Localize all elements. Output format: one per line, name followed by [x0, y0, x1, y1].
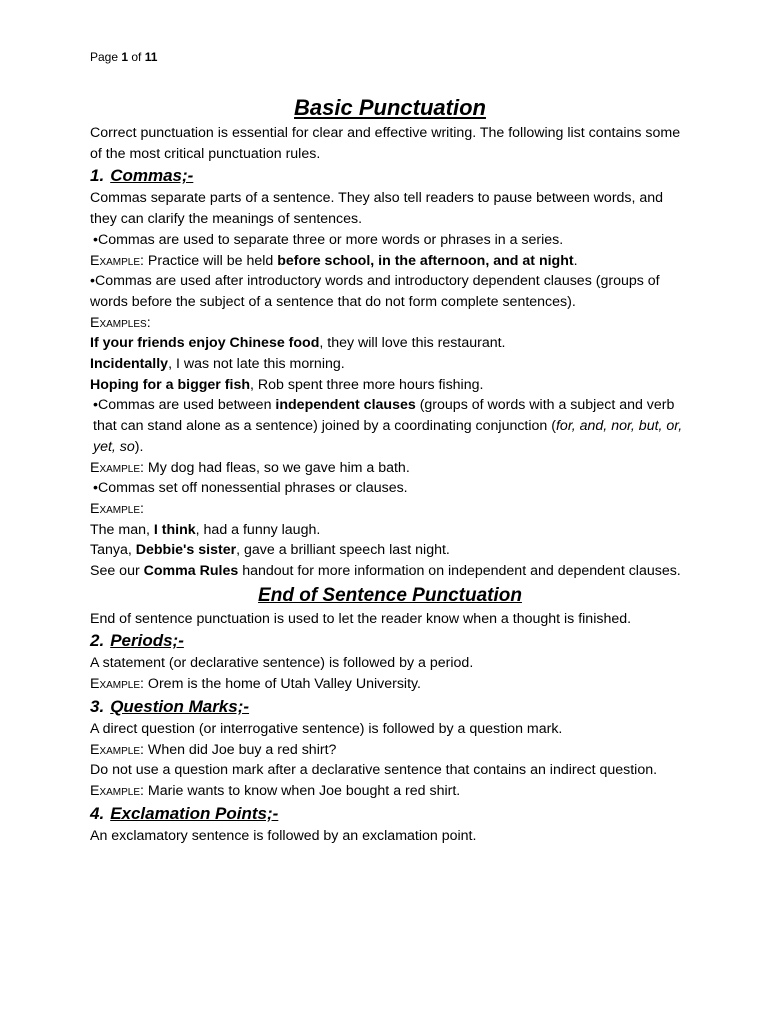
heading-periods — [90, 629, 690, 653]
page-label: Page — [90, 50, 122, 64]
heading-exclamation-points — [90, 802, 690, 826]
commas-description: Commas separate parts of a sentence. They also tell readers to pause between words, and they can clarify the meanings of sentences. — [90, 190, 664, 228]
heading-label: Exclamation Points;- — [110, 803, 279, 823]
heading-number: 4. — [90, 803, 105, 823]
commas-rule-introductory: •Commas are used after introductory words and introductory dependent clauses (groups of words before the subject of a sentence that do not form complete sentences). — [90, 273, 660, 310]
question-marks-note: Do not use a question mark after a declarative sentence that contains an indirect question. — [90, 762, 658, 779]
heading-label: Commas;- — [110, 166, 194, 186]
example-label: Example: — [90, 676, 144, 693]
commas-rule-series: •Commas are used to separate three or more words or phrases in a series. — [93, 231, 564, 248]
heading-commas — [90, 164, 690, 188]
document-title: Basic Punctuation — [294, 95, 486, 120]
example-emphasis: Debbie's sister — [135, 542, 237, 559]
section-title-end-of-sentence: End of Sentence Punctuation — [258, 584, 522, 606]
commas-example-series — [90, 251, 690, 272]
example-emphasis: If your friends enjoy Chinese food — [90, 335, 320, 352]
example-text: , gave a brilliant speech last night. — [236, 542, 450, 559]
exclamation-points-description: An exclamatory sentence is followed by an exclamation point. — [90, 827, 477, 844]
example-text: , Rob spent three more hours fishing. — [250, 376, 484, 393]
heading-question-marks — [90, 695, 690, 719]
rule-text: (groups of words with a subject and verb that can stand alone as a sentence) joined by a coordinating conjunction ( — [93, 397, 675, 435]
example-text: The man, — [90, 521, 154, 538]
heading-label: Periods;- — [110, 631, 184, 651]
commas-rule-independent-clauses — [90, 395, 690, 457]
example-label: Example: — [90, 459, 144, 476]
page-current: 1 — [121, 50, 129, 64]
commas-example-nonessential-1 — [90, 520, 690, 541]
document-body — [90, 93, 690, 846]
example-text: When did Joe buy a red shirt? — [143, 741, 337, 758]
commas-example-independent — [90, 458, 690, 479]
example-label: Example: — [90, 741, 144, 758]
end-of-sentence-intro: End of sentence punctuation is used to let the reader know when a thought is finished. — [90, 610, 632, 627]
example-text: Practice will be held — [143, 252, 278, 269]
periods-description: A statement (or declarative sentence) is followed by a period. — [90, 655, 474, 672]
page-of-label: of — [128, 50, 145, 64]
intro-paragraph: Correct punctuation is essential for clear and effective writing. The following list contains some of the most critical punctuation rules. — [90, 125, 681, 162]
example-text: Orem is the home of Utah Valley University. — [143, 676, 421, 693]
heading-number: 1. — [90, 166, 105, 186]
page-total: 11 — [144, 50, 158, 64]
question-marks-example-2 — [90, 781, 690, 802]
heading-number: 2. — [90, 631, 105, 651]
rule-text: ). — [134, 438, 144, 455]
example-emphasis: Hoping for a bigger fish — [90, 376, 250, 393]
commas-example-introductory-2 — [90, 354, 690, 375]
commas-example-introductory-1 — [90, 333, 690, 354]
example-text: Tanya, — [90, 542, 136, 559]
example-label: Example: — [90, 500, 144, 517]
examples-label: Examples: — [90, 314, 151, 331]
periods-example — [90, 674, 690, 695]
rule-text: •Commas are used between — [93, 397, 276, 414]
see-text: See our — [90, 563, 144, 580]
example-emphasis: before school, in the afternoon, and at night — [277, 252, 574, 269]
rule-conjunctions: for, and, nor, but, or, yet, so — [93, 418, 683, 455]
example-text: My dog had fleas, so we gave him a bath. — [143, 459, 410, 476]
example-text: Marie wants to know when Joe bought a red shirt. — [143, 782, 461, 799]
question-marks-example-1 — [90, 740, 690, 761]
heading-label: Question Marks;- — [110, 696, 250, 716]
page-number — [90, 50, 157, 64]
question-marks-description: A direct question (or interrogative sentence) is followed by a question mark. — [90, 720, 563, 737]
example-text: , they will love this restaurant. — [319, 335, 506, 352]
example-emphasis: Incidentally — [90, 356, 169, 373]
commas-example-introductory-3 — [90, 375, 690, 396]
example-text: , had a funny laugh. — [195, 521, 321, 538]
example-emphasis: I think — [153, 521, 196, 538]
commas-see-also — [90, 561, 690, 582]
rule-emphasis: independent clauses — [275, 397, 416, 414]
commas-example-nonessential-2 — [90, 540, 690, 561]
handout-reference: Comma Rules — [143, 563, 239, 580]
commas-rule-nonessential: •Commas set off nonessential phrases or clauses. — [93, 480, 408, 497]
see-text: handout for more information on independent and dependent clauses. — [238, 563, 681, 580]
heading-number: 3. — [90, 696, 105, 716]
example-label: Example: — [90, 252, 144, 269]
example-text: . — [573, 252, 578, 269]
example-text: , I was not late this morning. — [168, 356, 345, 373]
example-label: Example: — [90, 782, 144, 799]
